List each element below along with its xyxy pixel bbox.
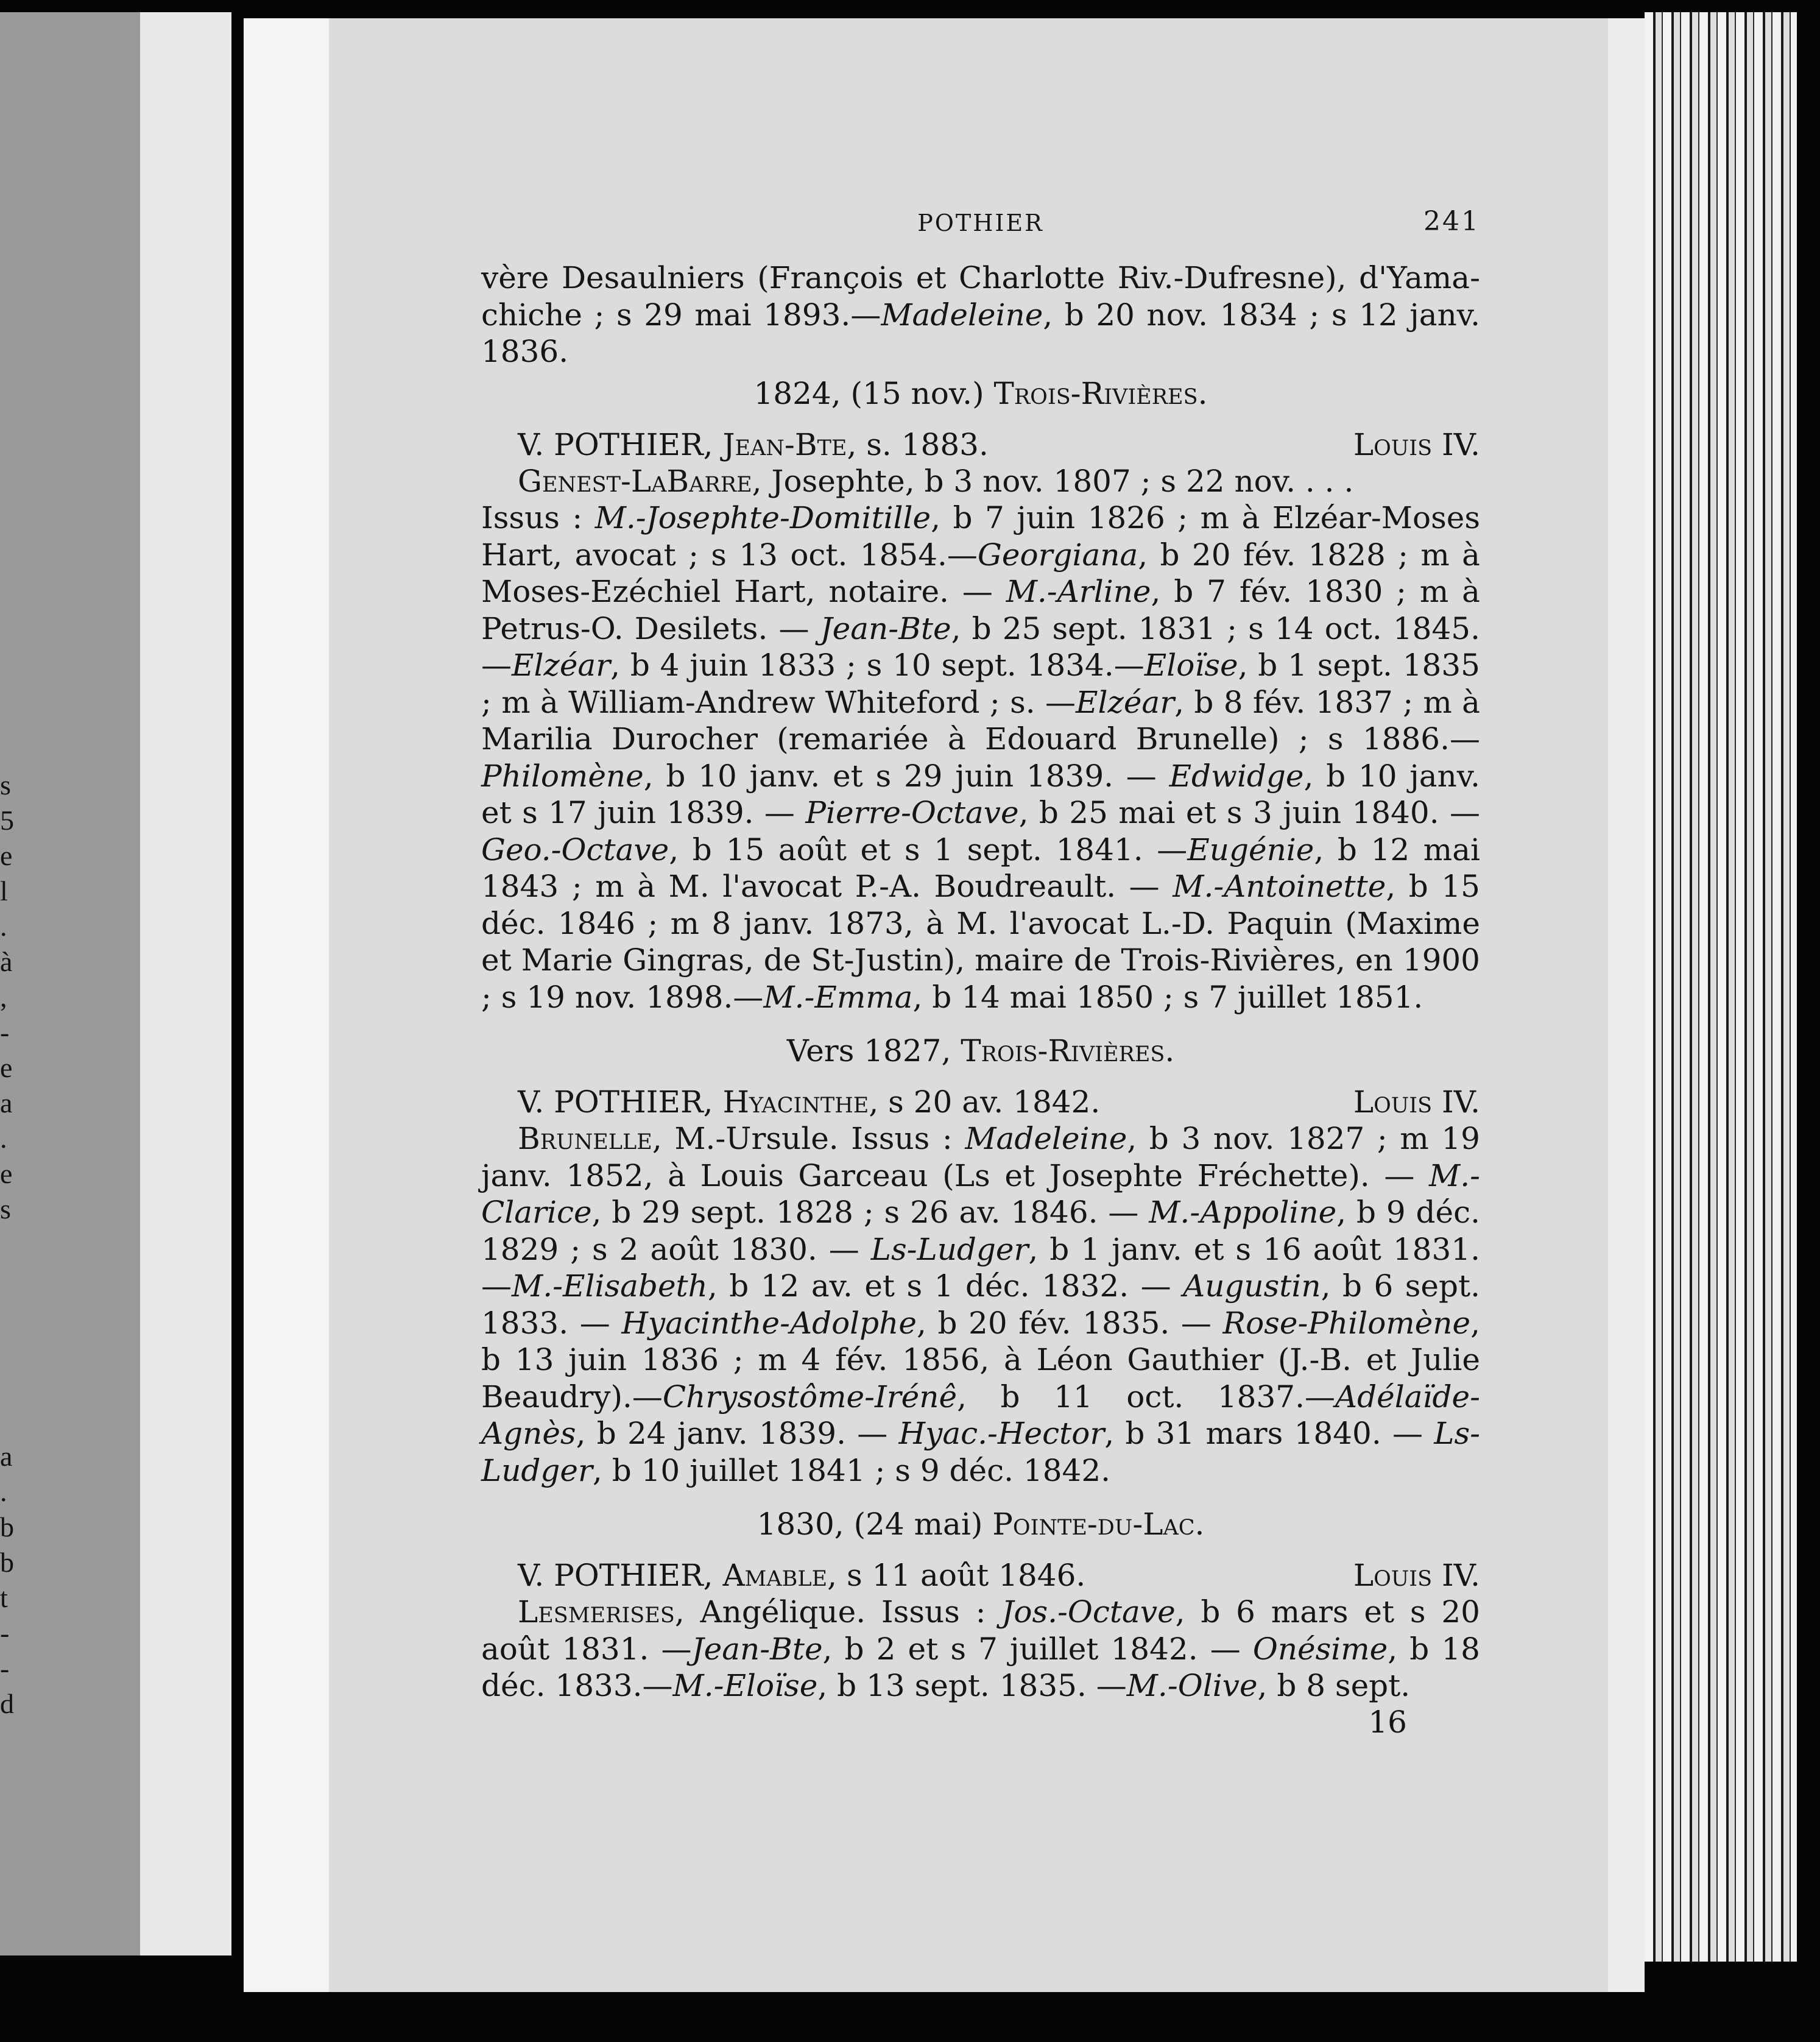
entry-text: , b 10 janv. et s 29 juin 1839. — (643, 758, 1169, 794)
child-name: Madeleine (965, 1121, 1127, 1156)
child-name: Augustin (1183, 1268, 1321, 1304)
entry-text: Issus : (481, 500, 595, 535)
entry-name (518, 1084, 1100, 1120)
margin-char: s (0, 769, 11, 800)
margin-char: a (0, 1087, 13, 1118)
entry-parent-ref: Louis IV. (1353, 1558, 1480, 1593)
child-name: Onésime (1252, 1631, 1388, 1667)
entry-text: , b 24 janv. 1839. — (576, 1416, 899, 1451)
entry-text: , b 10 juillet 1841 ; s 9 déc. 1842. (592, 1452, 1111, 1488)
margin-char: d (0, 1688, 14, 1719)
margin-char: e (0, 1158, 13, 1189)
child-name: Hyac.-Hector (898, 1416, 1105, 1451)
page-inner-shade (244, 18, 329, 1992)
signature-mark: 16 (1368, 1704, 1407, 1740)
entry-text: , b 7 juin 1826 ; m à Elzéar-Moses Hart, avocat ; s 13 oct. 1854.— (481, 500, 1480, 573)
entry-text: , b 2 et s 7 juillet 1842. — (822, 1631, 1253, 1667)
margin-char: a (0, 1441, 13, 1472)
margin-char: à (0, 946, 13, 977)
margin-char: , (0, 981, 7, 1012)
child-name: M.-Eloïse (672, 1668, 818, 1703)
entry-head-2 (481, 1084, 1480, 1120)
entry-text: , b 10 janv. et s 17 juin 1839. — (481, 758, 1480, 830)
entry-text: , b 31 mars 1840. — (1104, 1416, 1434, 1451)
entry-text: , b 12 mai 1843 ; m à M. l'avocat P.-A. Boudreault. — (481, 832, 1480, 904)
entry-death: , s. 1883. (847, 426, 989, 462)
child-name: Ls-Ludger (870, 1231, 1029, 1267)
entry-text: , b 7 fév. 1830 ; m à Petrus-O. Desilets. — (481, 574, 1480, 646)
page-outer-shade (1608, 18, 1645, 1992)
continuation-text-end: , b 20 nov. 1834 ; s 12 janv. 1836. (481, 297, 1480, 369)
entry-text: , b 6 sept. 1833. — (481, 1268, 1480, 1341)
margin-char (0, 1262, 24, 1298)
child-name: M.-Appoline (1149, 1195, 1337, 1230)
child-name: Eloïse (1144, 648, 1238, 683)
entry-text: , b 1 janv. et s 16 août 1831.— (481, 1231, 1480, 1304)
entry-text: , b 9 déc. 1829 ; s 2 août 1830. — (481, 1195, 1480, 1267)
spouse-name: Genest-LaBarre (518, 463, 752, 499)
child-name: Geo.-Octave (481, 832, 669, 867)
entry-firstname: Amable (722, 1558, 828, 1593)
entry-generation: V. POTHIER, (518, 1084, 723, 1120)
entry-head-1 (481, 426, 1480, 463)
continuation-paragraph (481, 260, 1480, 370)
entry-death: , s 11 août 1846. (827, 1558, 1086, 1593)
issue-paragraph-1 (481, 500, 1480, 1016)
entry-text: , b 15 déc. 1846 ; m 8 janv. 1873, à M. l'avocat L.-D. Paquin (Maxime et Marie Gingras, de St-Justin), maire de Trois-Rivières, en 1900 ; s 19 nov. 1898.— (481, 869, 1480, 1015)
running-head-title: POTHIER (917, 210, 1044, 236)
spouse-name: Brunelle (518, 1121, 652, 1156)
child-name: M.-Arline (1006, 574, 1151, 609)
entry-firstname: Jean-Bte (722, 426, 847, 462)
entry-name (518, 1557, 1085, 1594)
child-name: M.-Emma (763, 979, 913, 1015)
marriage-heading-1 (481, 375, 1480, 412)
heading-date: 1830, (24 mai) (757, 1507, 993, 1542)
entry-firstname: Hyacinthe (722, 1084, 869, 1120)
child-name: Georgiana (977, 537, 1138, 573)
margin-char: - (0, 1617, 10, 1648)
entry-text: , Angélique. Issus : (674, 1594, 1002, 1630)
margin-char: - (0, 1653, 10, 1684)
spouse-line-1 (481, 463, 1480, 500)
entry-text: , b 18 déc. 1833.— (481, 1631, 1480, 1703)
child-name: M.-Antoinette (1173, 869, 1386, 904)
child-name: Hyacinthe-Adolphe (621, 1305, 917, 1341)
marriage-heading-2 (481, 1033, 1480, 1069)
continuation-italic: Madeleine (881, 297, 1043, 333)
child-name: Ls-Ludger (481, 1416, 1480, 1488)
margin-char: s (0, 1193, 11, 1224)
child-name: M.-Elisabeth (512, 1268, 708, 1304)
entry-text: , b 3 nov. 1827 ; m 19 janv. 1852, à Louis Garceau (Ls et Josephte Fréchette). — (481, 1121, 1480, 1193)
child-name: M.-Clarice (481, 1157, 1480, 1230)
entry-text: , M.-Ursule. Issus : (652, 1121, 965, 1156)
entry-text: , b 25 mai et s 3 juin 1840. — (1018, 795, 1480, 830)
entry-text: , b 11 oct. 1837.— (957, 1379, 1335, 1415)
spouse-name: Lesmerises (518, 1594, 675, 1630)
margin-char: b (0, 1547, 14, 1578)
margin-char: - (0, 1017, 10, 1048)
entry-text: , b 25 sept. 1831 ; s 14 oct. 1845. — (481, 610, 1480, 683)
page-number: 241 (1423, 206, 1480, 237)
margin-char: . (0, 1123, 7, 1154)
child-name: Philomène (481, 758, 644, 794)
running-head (481, 201, 1480, 244)
entry-text: , b 12 av. et s 1 déc. 1832. — (707, 1268, 1183, 1304)
entry-head-3 (481, 1557, 1480, 1594)
margin-char: e (0, 840, 13, 871)
margin-char: . (0, 1476, 7, 1507)
margin-char: . (0, 911, 7, 942)
entry-text: , b 8 fév. 1837 ; m à Marilia Durocher (remariée à Edouard Brunelle) ; s 1886.— (481, 684, 1480, 757)
entry-text: , b 1 sept. 1835 ; m à William-Andrew Whiteford ; s. — (481, 648, 1480, 720)
heading-date: 1824, (15 nov.) (753, 375, 994, 411)
margin-char: 5 (0, 805, 14, 836)
child-name: Elzéar (1075, 684, 1175, 720)
entry-death: , s 20 av. 1842. (869, 1084, 1101, 1120)
entry-text: , b 14 mai 1850 ; s 7 juillet 1851. (912, 979, 1423, 1015)
issue-paragraph-3 (481, 1594, 1480, 1705)
entry-generation: V. POTHIER, (518, 426, 723, 462)
entry-generation: V. POTHIER, (518, 1558, 723, 1593)
child-name: Eugénie (1187, 832, 1314, 867)
margin-char: b (0, 1511, 14, 1542)
child-name: Jos.-Octave (1001, 1594, 1176, 1630)
heading-place: Pointe-du-Lac. (992, 1507, 1205, 1542)
spouse-details: , Josephte, b 3 nov. 1807 ; s 22 nov. . . . (752, 463, 1354, 499)
entry-name (518, 426, 989, 463)
margin-char (0, 1404, 24, 1439)
child-name: M.-Olive (1126, 1668, 1258, 1703)
child-name: Jean-Bte (691, 1631, 823, 1667)
margin-char (0, 1333, 24, 1368)
margin-char (0, 1298, 24, 1333)
child-name: Edwidge (1169, 758, 1304, 794)
margin-char (0, 1368, 24, 1404)
margin-char: t (0, 1582, 8, 1613)
margin-char: l (0, 875, 8, 906)
entry-parent-ref: Louis IV. (1353, 1084, 1480, 1120)
entry-text: , b 13 juin 1836 ; m 4 fév. 1856, à Léon Gauthier (J.-B. et Julie Beaudry).— (481, 1305, 1481, 1415)
entry-text: , b 20 fév. 1828 ; m à Moses-Ezéchiel Hart, notaire. — (481, 537, 1480, 609)
marriage-heading-3 (481, 1506, 1480, 1542)
entry-text: , b 13 sept. 1835. — (817, 1668, 1127, 1703)
child-name: Elzéar (512, 648, 611, 683)
entry-text: , b 8 sept. (1257, 1668, 1411, 1703)
continuation-text: vère Desaulniers (François et Charlotte Riv.-Dufresne), d'Yama-chiche ; s 29 mai 1893.— (481, 260, 1480, 333)
child-name: Pierre-Octave (805, 795, 1019, 830)
child-name: M.-Josephte-Domitille (594, 500, 931, 535)
child-name: Jean-Bte (820, 610, 951, 646)
previous-page-margin-text (0, 768, 24, 1722)
margin-char: e (0, 1052, 13, 1083)
margin-char (0, 1227, 24, 1262)
entry-text: , b 6 mars et s 20 août 1831. — (481, 1594, 1480, 1667)
entry-text: , b 20 fév. 1835. — (916, 1305, 1223, 1341)
heading-date: Vers 1827, (786, 1033, 961, 1069)
entry-text: , b 29 sept. 1828 ; s 26 av. 1846. — (591, 1195, 1149, 1230)
previous-page-gutter (140, 12, 231, 1955)
child-name: Rose-Philomène (1222, 1305, 1471, 1341)
entry-text: , b 4 juin 1833 ; s 10 sept. 1834.— (610, 648, 1145, 683)
previous-page-edge (0, 12, 231, 1955)
entry-text: , b 15 août et s 1 sept. 1841. — (669, 832, 1188, 867)
heading-place: Trois-Rivières. (961, 1033, 1175, 1069)
child-name: Chrysostôme-Irénê (662, 1379, 958, 1415)
heading-place: Trois-Rivières. (993, 375, 1208, 411)
entry-parent-ref: Louis IV. (1353, 426, 1480, 462)
page-text (481, 201, 1480, 1740)
page-stack-edges (1645, 12, 1797, 1962)
issue-paragraph-2 (481, 1120, 1480, 1489)
child-name: Adélaïde-Agnès (481, 1379, 1480, 1451)
